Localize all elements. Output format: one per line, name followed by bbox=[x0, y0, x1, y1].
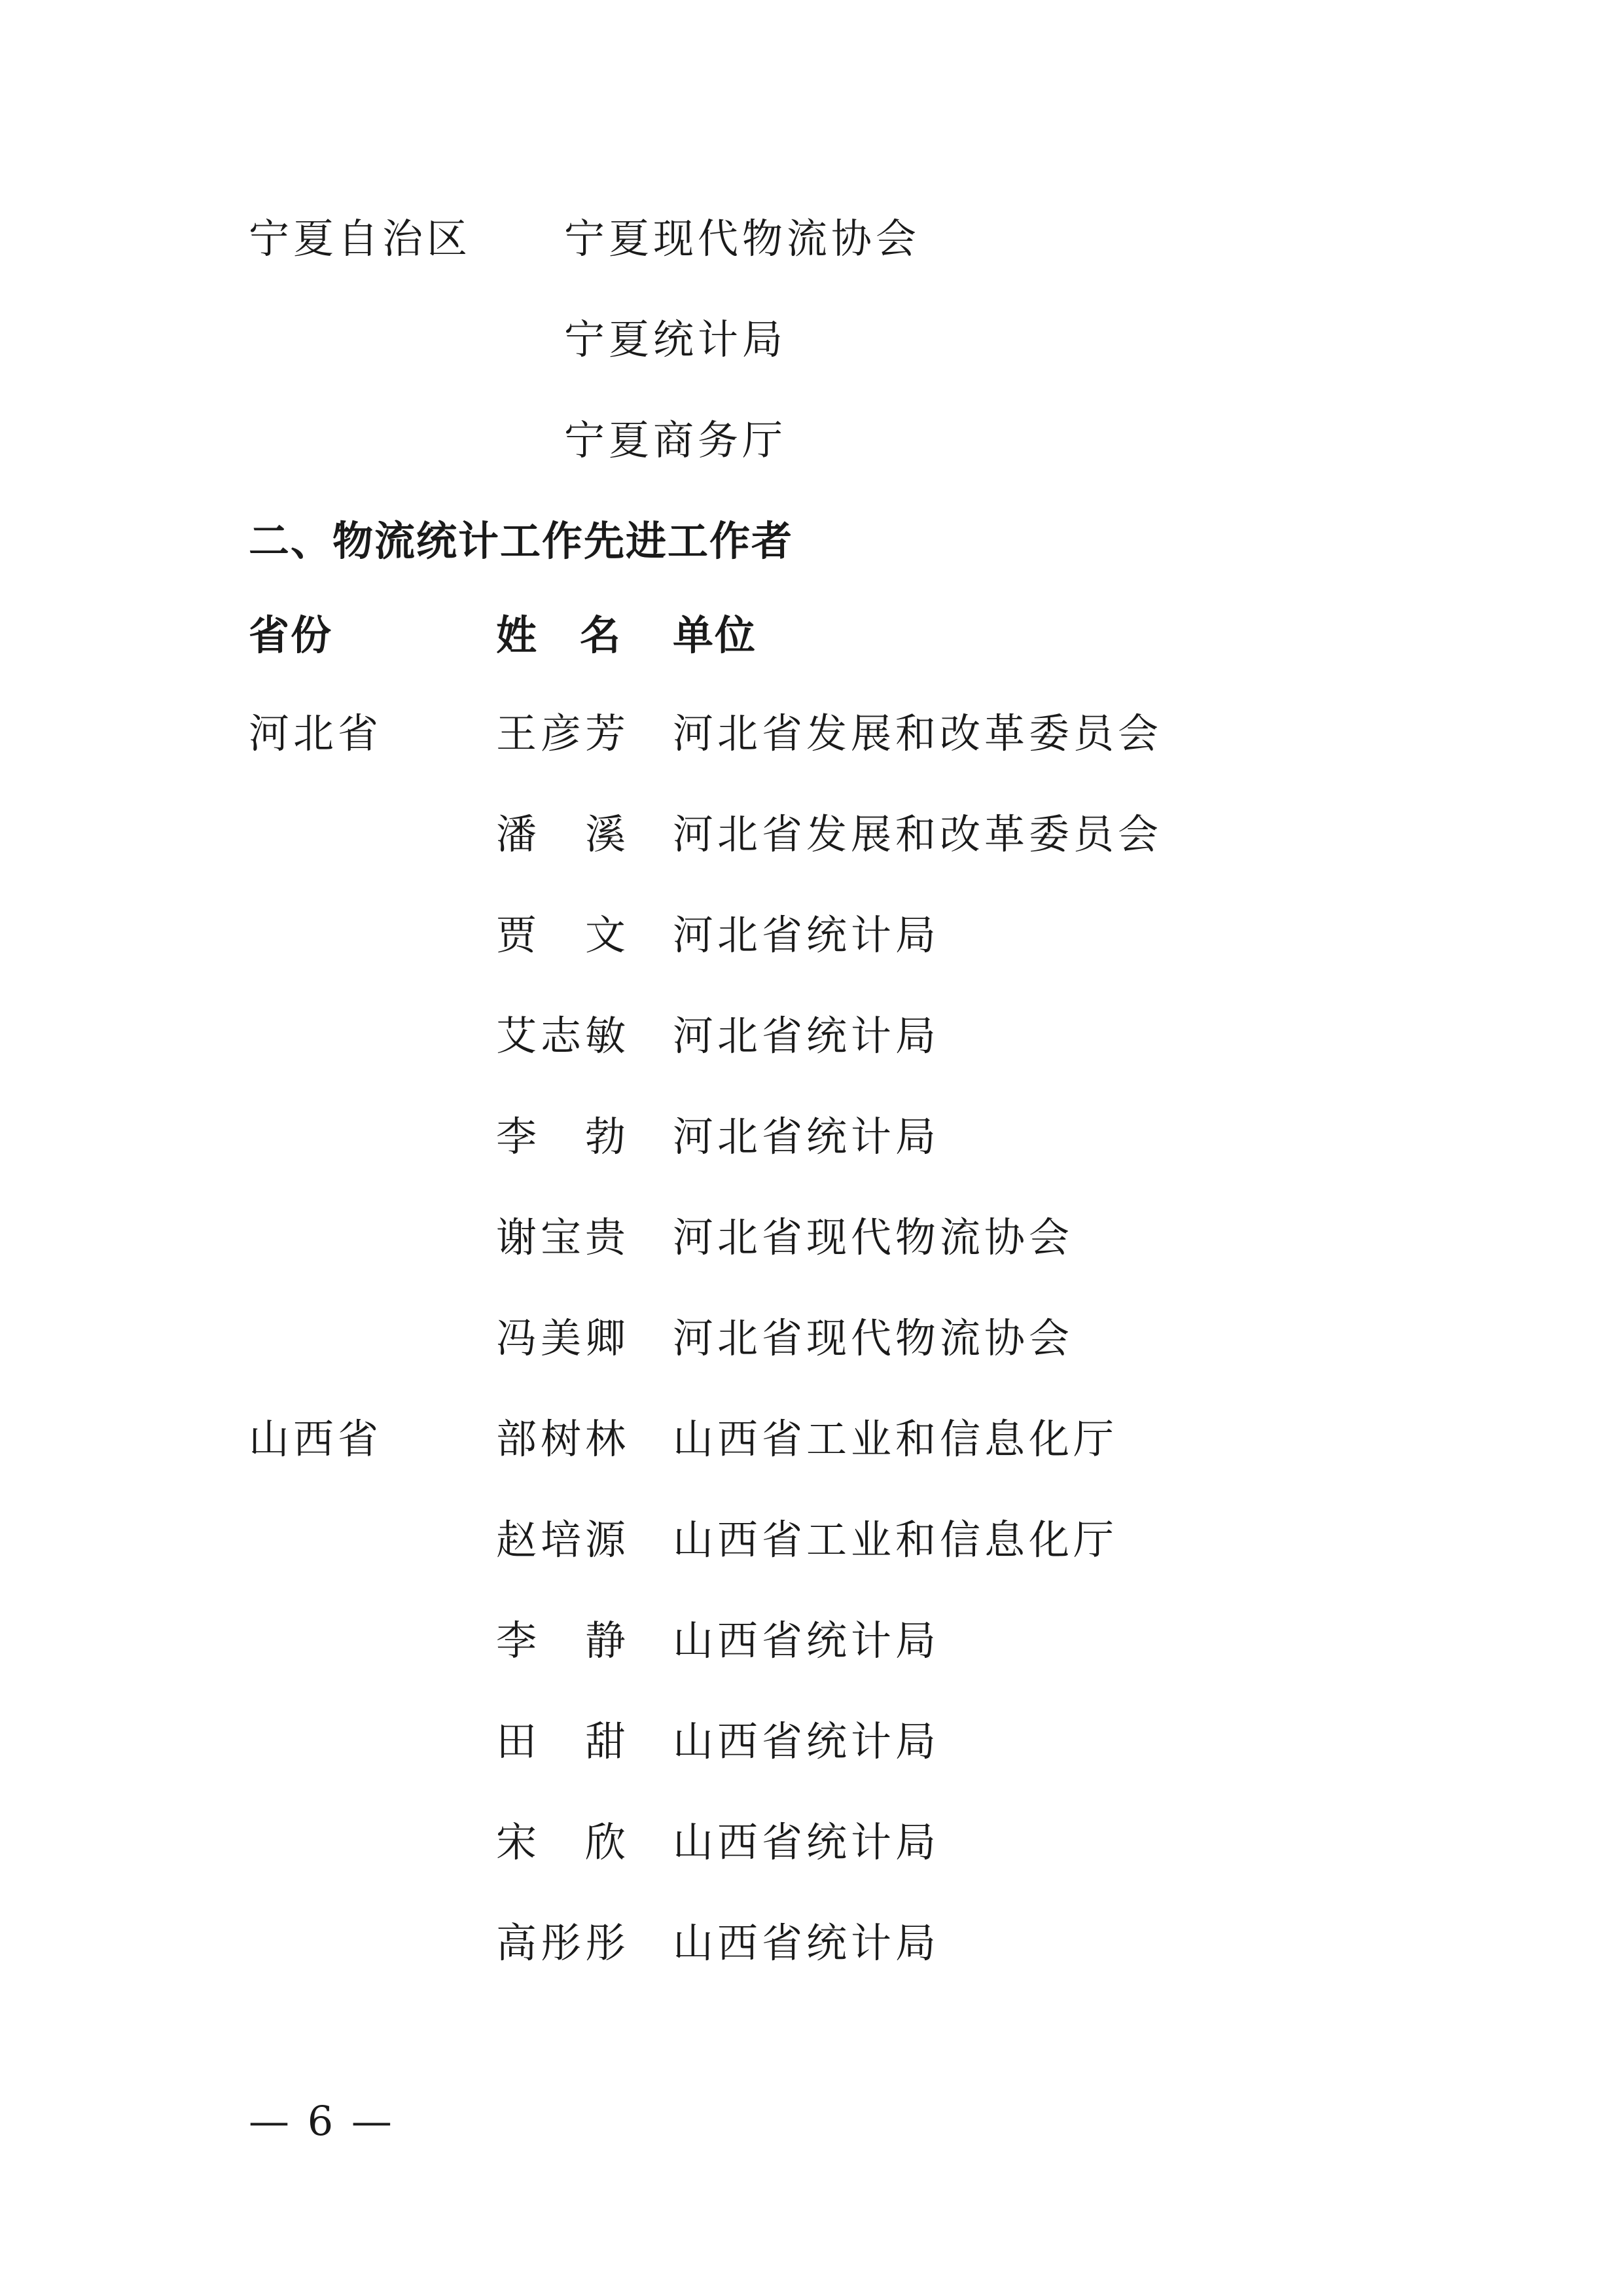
row-7-name: 部树林 bbox=[496, 1415, 630, 1463]
row-0-province: 河北省 bbox=[249, 709, 383, 757]
s1-row-1-org: 宁夏统计局 bbox=[564, 315, 787, 363]
row-12-name: 高彤彤 bbox=[496, 1919, 630, 1967]
row-8-name: 赵培源 bbox=[496, 1516, 630, 1564]
row-3-unit: 河北省统计局 bbox=[673, 1012, 940, 1060]
row-2-unit: 河北省统计局 bbox=[673, 911, 940, 959]
row-0-name: 王彦芳 bbox=[496, 709, 630, 757]
row-9-unit: 山西省统计局 bbox=[673, 1617, 940, 1664]
row-11-unit: 山西省统计局 bbox=[673, 1818, 940, 1866]
row-11-name: 宋 欣 bbox=[496, 1818, 630, 1866]
row-5-unit: 河北省现代物流协会 bbox=[673, 1213, 1074, 1261]
row-7-province: 山西省 bbox=[249, 1415, 383, 1463]
row-7-unit: 山西省工业和信息化厅 bbox=[673, 1415, 1118, 1463]
row-6-unit: 河北省现代物流协会 bbox=[673, 1314, 1074, 1362]
row-12-unit: 山西省统计局 bbox=[673, 1919, 940, 1967]
row-4-name: 李 勃 bbox=[496, 1113, 630, 1160]
row-0-unit: 河北省发展和改革委员会 bbox=[673, 709, 1163, 757]
row-8-unit: 山西省工业和信息化厅 bbox=[673, 1516, 1118, 1564]
row-5-name: 谢宝贵 bbox=[496, 1213, 630, 1261]
s1-row-0-province: 宁夏自治区 bbox=[249, 215, 472, 262]
s1-row-2-org: 宁夏商务厅 bbox=[564, 416, 787, 464]
header-province: 省份 bbox=[249, 611, 333, 659]
row-3-name: 艾志敏 bbox=[496, 1012, 630, 1060]
s1-row-0-org: 宁夏现代物流协会 bbox=[564, 215, 921, 262]
row-9-name: 李 静 bbox=[496, 1617, 630, 1664]
page-number: — 6 — bbox=[249, 2097, 395, 2145]
row-1-unit: 河北省发展和改革委员会 bbox=[673, 810, 1163, 858]
header-name: 姓 名 bbox=[496, 611, 622, 659]
row-10-unit: 山西省统计局 bbox=[673, 1717, 940, 1765]
section-heading: 二、物流统计工作先进工作者 bbox=[249, 517, 794, 565]
header-unit: 单位 bbox=[673, 611, 757, 659]
row-1-name: 潘 溪 bbox=[496, 810, 630, 858]
row-2-name: 贾 文 bbox=[496, 911, 630, 959]
row-4-unit: 河北省统计局 bbox=[673, 1113, 940, 1160]
row-6-name: 冯美卿 bbox=[496, 1314, 630, 1362]
row-10-name: 田 甜 bbox=[496, 1717, 630, 1765]
